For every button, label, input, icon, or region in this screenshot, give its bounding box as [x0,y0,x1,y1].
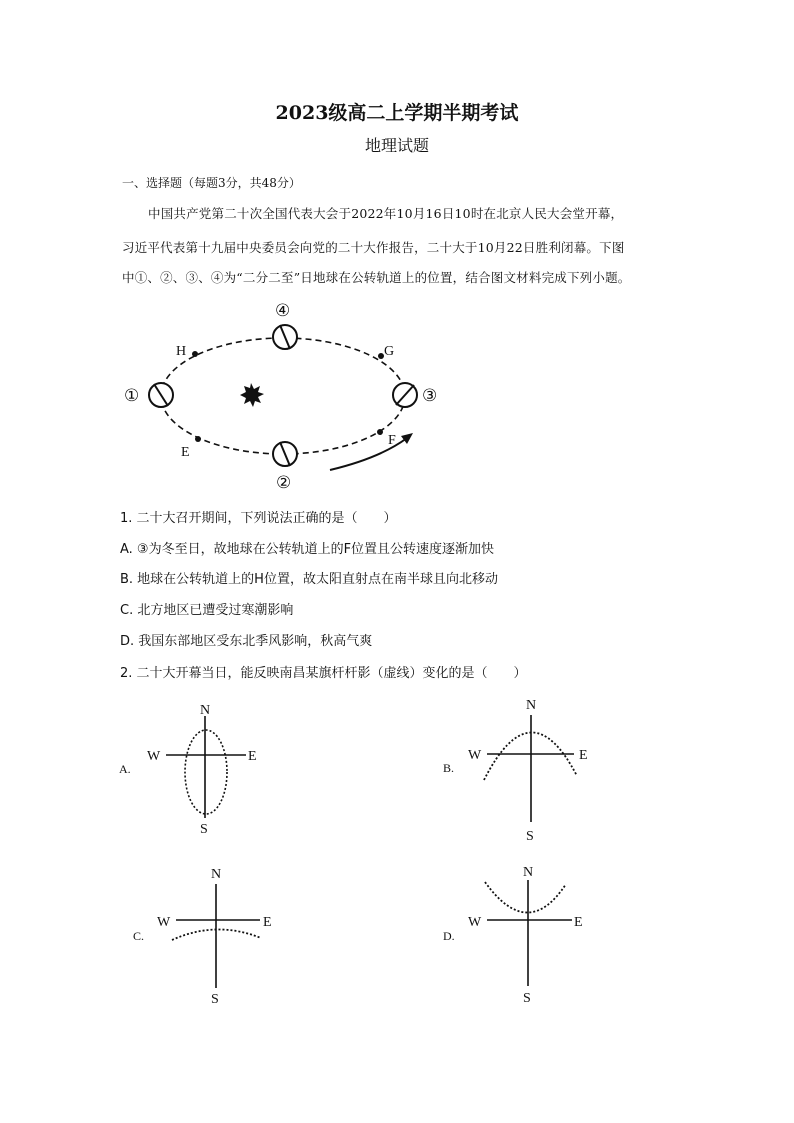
point-e-dot [195,436,201,442]
option-d-label: D. [443,929,455,943]
question-2-stem: 2. 二十大开幕当日，能反映南昌某旗杆杆影（虚线）变化的是（ ） [120,666,527,681]
point-f-dot [377,429,383,435]
point-h-dot [192,351,198,357]
compass-s-c: S [211,992,219,1007]
compass-e-a: E [248,749,257,764]
compass-w-a: W [147,749,161,764]
question-1-option-b: B. 地球在公转轨道上的H位置，故太阳直射点在南半球且向北移动 [120,572,498,587]
orbit-diagram [115,290,455,500]
compass-n-c: N [211,867,222,882]
point-f-label: F [388,433,396,448]
compass-e-b: E [579,748,588,763]
earth-position-4 [273,325,297,349]
shadow-diagram-a [110,696,270,840]
passage-line-3: 中①、②、③、④为“二分二至”日地球在公转轨道上的位置，结合图文材料完成下列小题。 [122,270,631,285]
passage-line-2: 习近平代表第十九届中央委员会向党的二十大作报告，二十大于10月22日胜利闭幕。下图 [122,240,625,255]
point-e-label: E [181,445,190,460]
position-3-label: ③ [422,386,438,405]
option-c-label: C. [133,929,145,943]
compass-w-c: W [157,915,171,930]
position-2-label: ② [276,473,292,492]
shadow-trace-d [485,882,566,913]
question-1-stem: 1. 二十大召开期间，下列说法正确的是（ ） [120,511,397,526]
question-1-option-c: C. 北方地区已遭受过寒潮影响 [120,603,294,618]
compass-w-b: W [468,748,482,763]
exam-title: 2023级高二上学期半期考试 [275,102,519,124]
shadow-diagram-c [128,862,288,1008]
option-a-label: A. [119,762,131,776]
point-g-label: G [384,344,395,359]
passage-line-1: 中国共产党第二十次全国代表大会于2022年10月16日10时在北京人民大会堂开幕， [148,206,624,221]
compass-e-c: E [263,915,272,930]
compass-w-d: W [468,915,482,930]
compass-s-a: S [200,822,208,837]
question-1-option-d: D. 我国东部地区受东北季风影响，秋高气爽 [120,634,373,649]
compass-n-a: N [200,703,211,718]
option-b-label: B. [443,761,455,775]
compass-e-d: E [574,915,583,930]
earth-position-3 [393,383,417,407]
exam-subject: 地理试题 [364,136,429,155]
position-1-label: ① [124,386,140,405]
compass-s-b: S [526,829,534,844]
compass-n-b: N [526,698,537,713]
compass-s-d: S [523,991,531,1006]
question-1-option-a: A. ③为冬至日，故地球在公转轨道上的F位置且公转速度逐渐加快 [120,542,495,557]
position-4-label: ④ [275,301,291,320]
earth-position-2 [273,442,297,466]
compass-n-d: N [523,865,534,880]
revolution-direction-arrow [330,433,413,470]
point-h-label: H [176,344,187,359]
section-heading: 一、选择题（每题3分，共48分） [122,176,301,190]
shadow-diagram-b [438,692,598,844]
shadow-diagram-d [438,862,598,1008]
shadow-trace-a [185,730,227,814]
earth-position-1 [149,383,173,407]
sun-icon [240,383,264,407]
